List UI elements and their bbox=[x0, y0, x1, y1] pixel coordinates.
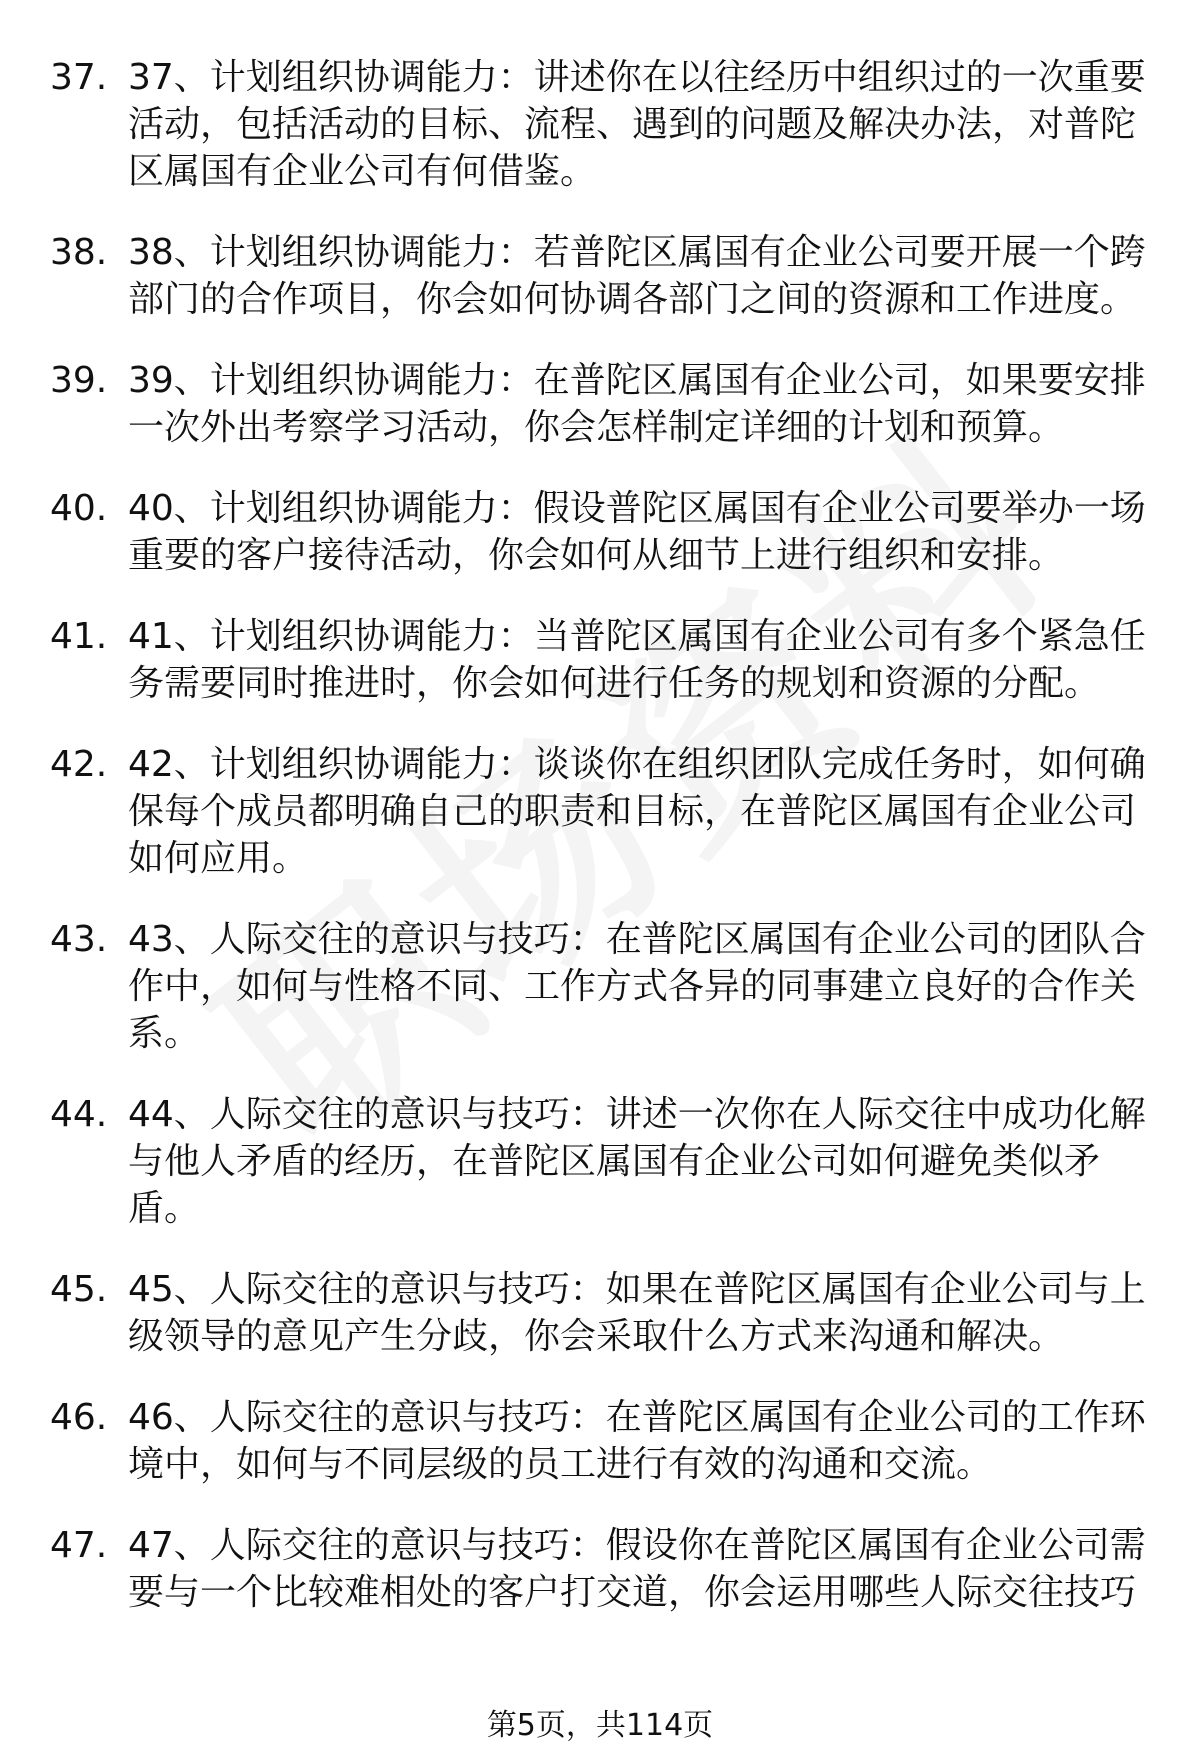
item-number: 38. bbox=[50, 232, 108, 273]
list-item bbox=[50, 1522, 1160, 1616]
item-text: 43、人际交往的意识与技巧：在普陀区属国有企业公司的团队合作中，如何与性格不同、工作方式各异的同事建立良好的合作关系。 bbox=[128, 919, 1146, 1054]
question-list bbox=[50, 54, 1160, 1650]
item-text: 40、计划组织协调能力：假设普陀区属国有企业公司要举办一场重要的客户接待活动，你会如何从细节上进行组织和安排。 bbox=[128, 488, 1146, 576]
list-item bbox=[50, 1394, 1160, 1488]
list-item bbox=[50, 54, 1160, 195]
list-item bbox=[50, 229, 1160, 323]
item-text: 39、计划组织协调能力：在普陀区属国有企业公司，如果要安排一次外出考察学习活动，你会怎样制定详细的计划和预算。 bbox=[128, 360, 1146, 448]
item-text: 45、人际交往的意识与技巧：如果在普陀区属国有企业公司与上级领导的意见产生分歧，你会采取什么方式来沟通和解决。 bbox=[128, 1269, 1146, 1357]
item-text: 47、人际交往的意识与技巧：假设你在普陀区属国有企业公司需要与一个比较难相处的客户打交道，你会运用哪些人际交往技巧 bbox=[128, 1525, 1146, 1613]
item-number: 46. bbox=[50, 1397, 108, 1438]
item-number: 37. bbox=[50, 57, 108, 98]
list-item bbox=[50, 357, 1160, 451]
list-item bbox=[50, 916, 1160, 1057]
item-text: 38、计划组织协调能力：若普陀区属国有企业公司要开展一个跨部门的合作项目，你会如何协调各部门之间的资源和工作进度。 bbox=[128, 232, 1146, 320]
item-number: 44. bbox=[50, 1094, 108, 1135]
list-item bbox=[50, 741, 1160, 882]
item-number: 39. bbox=[50, 360, 108, 401]
list-item bbox=[50, 613, 1160, 707]
item-text: 41、计划组织协调能力：当普陀区属国有企业公司有多个紧急任务需要同时推进时，你会如何进行任务的规划和资源的分配。 bbox=[128, 616, 1146, 704]
list-item bbox=[50, 485, 1160, 579]
item-number: 42. bbox=[50, 744, 108, 785]
item-text: 46、人际交往的意识与技巧：在普陀区属国有企业公司的工作环境中，如何与不同层级的员工进行有效的沟通和交流。 bbox=[128, 1397, 1146, 1485]
item-number: 41. bbox=[50, 616, 108, 657]
item-text: 42、计划组织协调能力：谈谈你在组织团队完成任务时，如何确保每个成员都明确自己的职责和目标，在普陀区属国有企业公司如何应用。 bbox=[128, 744, 1146, 879]
item-number: 45. bbox=[50, 1269, 108, 1310]
list-item bbox=[50, 1266, 1160, 1360]
item-text: 44、人际交往的意识与技巧：讲述一次你在人际交往中成功化解与他人矛盾的经历，在普陀区属国有企业公司如何避免类似矛盾。 bbox=[128, 1094, 1146, 1229]
item-text: 37、计划组织协调能力：讲述你在以往经历中组织过的一次重要活动，包括活动的目标、流程、遇到的问题及解决办法，对普陀区属国有企业公司有何借鉴。 bbox=[128, 57, 1146, 192]
item-number: 43. bbox=[50, 919, 108, 960]
list-item bbox=[50, 1091, 1160, 1232]
item-number: 47. bbox=[50, 1525, 108, 1566]
item-number: 40. bbox=[50, 488, 108, 529]
page-footer: 第5页，共114页 bbox=[486, 1708, 714, 1743]
